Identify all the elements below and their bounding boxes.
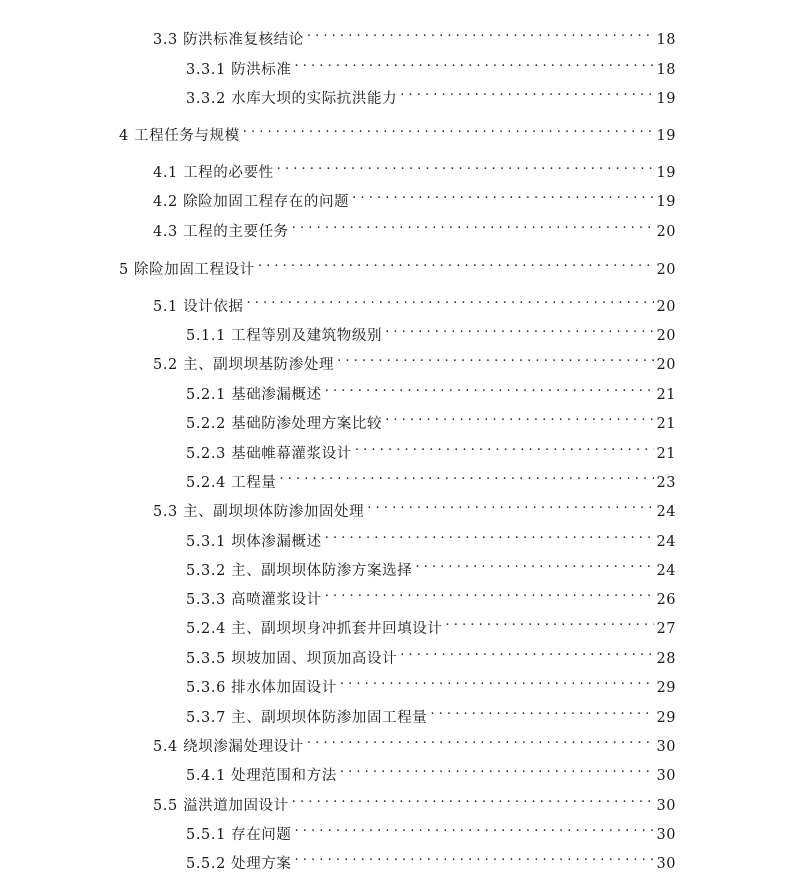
toc-entry-title: 3.3 防洪标准复核结论 (153, 32, 304, 48)
toc-page-number: 19 (656, 128, 676, 144)
toc-dot-leader (400, 81, 653, 103)
toc-dot-leader (325, 524, 654, 546)
toc-entry-title: 5.1.1 工程等别及建筑物级别 (186, 328, 383, 344)
toc-page-number: 19 (656, 194, 676, 210)
toc-page-number: 26 (656, 592, 676, 608)
toc-dot-leader (325, 377, 654, 399)
toc-entry-title: 3.3.1 防洪标准 (186, 62, 292, 78)
toc-page-number: 21 (656, 416, 676, 432)
toc-dot-leader (325, 582, 654, 604)
toc-page-number: 29 (656, 680, 676, 696)
toc-entry[interactable] (186, 436, 676, 462)
toc-dot-leader (355, 436, 654, 458)
toc-dot-leader (385, 318, 653, 340)
toc-entry-title: 4.2 除险加固工程存在的问题 (153, 194, 350, 210)
toc-entry[interactable] (153, 347, 676, 373)
toc-entry[interactable] (186, 670, 676, 696)
toc-dot-leader (340, 758, 654, 780)
toc-dot-leader (258, 252, 654, 274)
toc-entry-title: 5.5.1 存在问题 (186, 827, 292, 843)
toc-entry[interactable] (186, 377, 676, 403)
toc-entry[interactable] (153, 788, 676, 814)
toc-page-number: 20 (656, 224, 676, 240)
toc-page-number: 20 (656, 357, 676, 373)
toc-page-number: 27 (656, 621, 676, 637)
toc-page-number: 24 (656, 563, 676, 579)
toc-entry-title: 5.2.3 基础帷幕灌浆设计 (186, 446, 352, 462)
toc-dot-leader (292, 788, 654, 810)
toc-entry[interactable] (153, 214, 676, 240)
toc-entry-title: 5.3.3 高喷灌浆设计 (186, 592, 322, 608)
toc-page-number: 24 (656, 534, 676, 550)
toc-entry[interactable] (186, 700, 676, 726)
toc-entry-title: 5 除险加固工程设计 (119, 262, 255, 278)
toc-entry-title: 5.3.1 坝体渗漏概述 (186, 534, 322, 550)
toc-dot-leader (307, 22, 654, 44)
toc-dot-leader (307, 729, 654, 751)
toc-entry[interactable] (186, 465, 676, 491)
toc-dot-leader (295, 817, 654, 839)
toc-entry-title: 5.4 绕坝渗漏处理设计 (153, 739, 304, 755)
toc-entry[interactable] (186, 52, 676, 78)
toc-entry[interactable] (153, 289, 676, 315)
toc-entry-title: 5.2 主、副坝坝基防渗处理 (153, 357, 335, 373)
toc-page-number: 30 (656, 856, 676, 872)
toc-entry[interactable] (186, 582, 676, 608)
toc-dot-leader (352, 184, 653, 206)
toc-entry[interactable] (186, 406, 676, 432)
toc-entry[interactable] (119, 252, 676, 278)
toc-dot-leader (279, 465, 653, 487)
toc-entry-title: 4 工程任务与规模 (119, 128, 240, 144)
toc-dot-leader (246, 289, 653, 311)
toc-dot-leader (415, 553, 653, 575)
toc-entry-title: 5.3.7 主、副坝坝体防渗加固工程量 (186, 710, 428, 726)
toc-page-number: 21 (656, 446, 676, 462)
toc-page-number: 20 (656, 299, 676, 315)
toc-dot-leader (385, 406, 653, 428)
toc-page-number: 18 (656, 62, 676, 78)
toc-entry-title: 5.3.5 坝坡加固、坝顶加高设计 (186, 651, 398, 667)
toc-page-number: 20 (656, 262, 676, 278)
toc-dot-leader (340, 670, 654, 692)
toc-entry[interactable] (186, 641, 676, 667)
toc-entry[interactable] (153, 22, 676, 48)
toc-dot-leader (292, 214, 654, 236)
toc-entry[interactable] (186, 318, 676, 344)
toc-page-number: 30 (656, 798, 676, 814)
toc-entry-title: 5.3 主、副坝坝体防渗加固处理 (153, 504, 365, 520)
toc-entry[interactable] (186, 817, 676, 843)
toc-page-number: 23 (656, 475, 676, 491)
toc-entry-title: 4.1 工程的必要性 (153, 165, 274, 181)
toc-dot-leader (295, 846, 654, 868)
toc-dot-leader (277, 155, 654, 177)
toc-entry-title: 5.3.2 主、副坝坝体防渗方案选择 (186, 563, 413, 579)
toc-page-number: 21 (656, 387, 676, 403)
toc-dot-leader (243, 118, 654, 140)
toc-entry-title: 5.2.1 基础渗漏概述 (186, 387, 322, 403)
toc-entry[interactable] (186, 553, 676, 579)
toc-entry-title: 4.3 工程的主要任务 (153, 224, 289, 240)
toc-entry[interactable] (186, 611, 676, 637)
toc-entry-title: 5.3.6 排水体加固设计 (186, 680, 337, 696)
toc-entry-title: 5.2.2 基础防渗处理方案比较 (186, 416, 383, 432)
toc-page-number: 18 (656, 32, 676, 48)
toc-page-number: 24 (656, 504, 676, 520)
toc-page-number: 19 (656, 91, 676, 107)
toc-dot-leader (446, 611, 654, 633)
toc-page-number: 30 (656, 827, 676, 843)
toc-entry[interactable] (186, 81, 676, 107)
toc-entry[interactable] (153, 155, 676, 181)
toc-page-number: 29 (656, 710, 676, 726)
toc-entry[interactable] (153, 729, 676, 755)
toc-entry[interactable] (186, 524, 676, 550)
toc-page-number: 20 (656, 328, 676, 344)
toc-entry-title: 5.2.4 工程量 (186, 475, 277, 491)
toc-entry-title: 5.5.2 处理方案 (186, 856, 292, 872)
toc-entry-title: 5.4.1 处理范围和方法 (186, 768, 337, 784)
toc-entry-title: 5.5 溢洪道加固设计 (153, 798, 289, 814)
toc-page-number: 28 (656, 651, 676, 667)
toc-dot-leader (337, 347, 653, 369)
toc-entry-title: 5.2.4 主、副坝坝身冲抓套井回填设计 (186, 621, 443, 637)
toc-dot-leader (400, 641, 653, 663)
toc-entry[interactable] (186, 758, 676, 784)
toc-dot-leader (295, 52, 654, 74)
toc-dot-leader (430, 700, 653, 722)
toc-entry-title: 5.1 设计依据 (153, 299, 244, 315)
toc-entry[interactable] (119, 118, 676, 144)
toc-page-number: 30 (656, 739, 676, 755)
toc-entry[interactable] (186, 846, 676, 872)
toc-page-number: 19 (656, 165, 676, 181)
toc-entry[interactable] (153, 494, 676, 520)
toc-entry[interactable] (153, 184, 676, 210)
toc-page-number: 30 (656, 768, 676, 784)
toc-dot-leader (367, 494, 653, 516)
toc-entry-title: 3.3.2 水库大坝的实际抗洪能力 (186, 91, 398, 107)
